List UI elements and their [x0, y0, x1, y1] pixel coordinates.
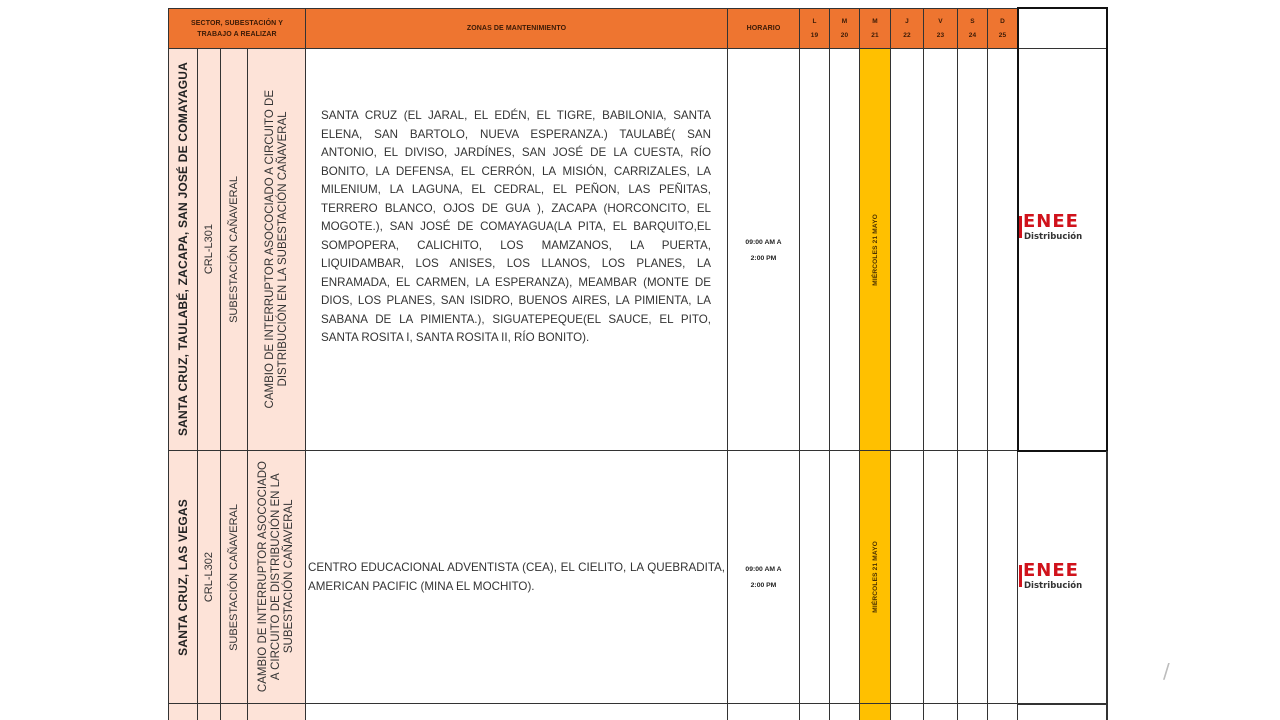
header-day-sat [958, 9, 988, 49]
day-letter: L [812, 17, 817, 25]
day-letter: V [938, 17, 943, 25]
logo-brand: ENEE [1023, 560, 1079, 581]
day-number: 23 [936, 31, 945, 39]
row1-work-cell [248, 49, 306, 451]
day-letter: J [905, 17, 909, 25]
row2-day-sat [958, 451, 988, 704]
header-zonas [306, 9, 728, 49]
row1-day-fri [924, 49, 958, 451]
day-number: 24 [968, 31, 977, 39]
row2-day-label: MIÉRCOLES 21 MAYO [871, 541, 879, 613]
row2-zones-cell [306, 451, 728, 704]
day-letter: S [970, 17, 975, 25]
row3-day-wed [860, 704, 891, 720]
row2-day-tue [830, 451, 860, 704]
row2-day-wed [860, 451, 891, 704]
row3-horario-cell [728, 704, 800, 720]
day-number: 19 [810, 31, 819, 39]
row1-substation: SUBESTACIÓN CAÑAVERAL [228, 176, 240, 323]
header-zonas-label: ZONAS DE MANTENIMIENTO [466, 25, 567, 32]
header-horario-label: HORARIO [746, 25, 781, 32]
logo-brand: ENEE [1023, 211, 1079, 232]
row2-sector-cell [169, 451, 198, 704]
row2-day-mon [800, 451, 830, 704]
row2-day-fri [924, 451, 958, 704]
row1-horario-cell [728, 49, 800, 451]
row2-circuit: CRL-L302 [203, 551, 215, 603]
row2-work-cell [248, 451, 306, 704]
row1-zones-cell [306, 49, 728, 451]
row2-substation: SUBESTACIÓN CAÑAVERAL [228, 503, 240, 651]
row2-sector: SANTA CRUZ, LAS VEGAS [176, 498, 190, 656]
row1-day-tue [830, 49, 860, 451]
day-number: 22 [903, 31, 911, 39]
day-letter: M [872, 17, 878, 25]
row2-day-thu [891, 451, 924, 704]
row1-day-sun [988, 49, 1018, 451]
day-number: 21 [871, 31, 879, 39]
header-day-thu [891, 9, 924, 49]
row3-day-tue [830, 704, 860, 720]
row2-work: CAMBIO DE INTERRUPTOR ASOCOCIADO A CIRCUITO DE DISTRIBUCIÓN EN LA SUBESTACIÓN CAÑAVERAL [257, 461, 295, 693]
header-day-mon [800, 9, 830, 49]
row1-day-thu [891, 49, 924, 451]
day-number: 25 [998, 31, 1007, 39]
row2-horario-cell [728, 451, 800, 704]
header-horario [728, 9, 800, 49]
header-day-fri [924, 9, 958, 49]
row3-day-mon [800, 704, 830, 720]
row3-day-sat [958, 704, 988, 720]
row2-circuit-cell [198, 451, 221, 704]
header-day-tue [830, 9, 860, 49]
header-day-sun [988, 9, 1018, 49]
row1-day-label: MIÉRCOLES 21 MAYO [871, 213, 879, 286]
row1-substation-cell [221, 49, 248, 451]
row1-horario: 09:00 AM A 2:00 PM [745, 239, 782, 262]
header-day-wed [860, 9, 891, 49]
day-number: 20 [840, 31, 849, 39]
row3-substation-cell [221, 704, 248, 720]
header-sector-label: SECTOR, SUBESTACIÓN Y TRABAJO A REALIZAR [191, 19, 283, 38]
logo-sub: Distribución [1024, 232, 1083, 242]
row3-day-sun [988, 704, 1018, 720]
enee-logo [1018, 562, 1107, 596]
row1-zones: SANTA CRUZ (EL JARAL, EL EDÉN, EL TIGRE, BABILONIA, SANTA ELENA, SAN BARTOLO, NUEVA ESPERANZA.) TAULABÉ( SAN ANTONIO, EL DIVISO, JARDÍNES, SAN JOSÉ DE LA CUESTA, RÍO BONITO, LA DEFENSA, EL CERRÓN, LA MISIÓN, CARRIZALES, LA MILENIUM, LA LAGUNA, EL CEDRAL, EL PEÑON, LAS PEÑITAS, TERRERO BLANCO, OJOS DE GUA ), ZACAPA (HORCONCITO, EL MOGOTE.), SAN JOSÉ DE COMAYAGUA(LA PITA, EL BARQUITO,EL SOMPOPERA, CALICHITO, LOS MAMZANOS, LA PUERTA, LIQUIDAMBAR, LOS ANISES, LOS LLANOS, LOS PLANES, LA ENRAMADA, EL CARMEN, LA ESPERANZA), MEAMBAR (MONTE DE DIOS, LOS PLANES, SAN ISIDRO, BUENOS AIRES, LA PIMIENTA, LA SABANA DE LA PIMIENTA.), SIGUATEPEQUE(EL SAUCE, EL PITO, SANTA ROSITA I, SANTA ROSITA II, RÍO BONITO). [321, 109, 711, 344]
row1-circuit: CRL-L301 [203, 224, 215, 275]
row3-work-cell [248, 704, 306, 720]
row3-circuit-cell [198, 704, 221, 720]
row1-day-sat [958, 49, 988, 451]
logo-bar [1019, 565, 1022, 587]
logo-column-frame [1017, 7, 1108, 452]
header-sector [169, 9, 306, 49]
row2-day-sun [988, 451, 1018, 704]
day-letter: M [841, 17, 848, 25]
row3-day-thu [891, 704, 924, 720]
row1-sector: SANTA CRUZ, TAULABÉ, ZACAPA, SAN JOSÉ DE COMAYAGUA [176, 62, 190, 437]
row2-zones: CENTRO EDUCACIONAL ADVENTISTA (CEA), EL CIELITO, LA QUEBRADITA, AMERICAN PACIFIC (MINA EL MOCHITO). [308, 561, 725, 593]
row1-day-mon [800, 49, 830, 451]
row1-sector-cell [169, 49, 198, 451]
row2-substation-cell [221, 451, 248, 704]
row1-day-wed [860, 49, 891, 451]
row3-sector-cell [169, 704, 198, 720]
row3-day-fri [924, 704, 958, 720]
row1-work: CAMBIO DE INTERRUPTOR ASOCOCIADO A CIRCUITO DE DISTRIBUCIÓN EN LA SUBESTACIÓN CAÑAVERAL [263, 90, 289, 409]
row2-logo-cell [1018, 451, 1107, 704]
row2-horario: 09:00 AM A 2:00 PM [745, 566, 782, 589]
row1-circuit-cell [198, 49, 221, 451]
watermark-fragment: / [1163, 659, 1170, 683]
day-letter: D [1000, 17, 1005, 25]
logo-sub: Distribución [1024, 581, 1083, 591]
row3-zones-cell [306, 704, 728, 720]
